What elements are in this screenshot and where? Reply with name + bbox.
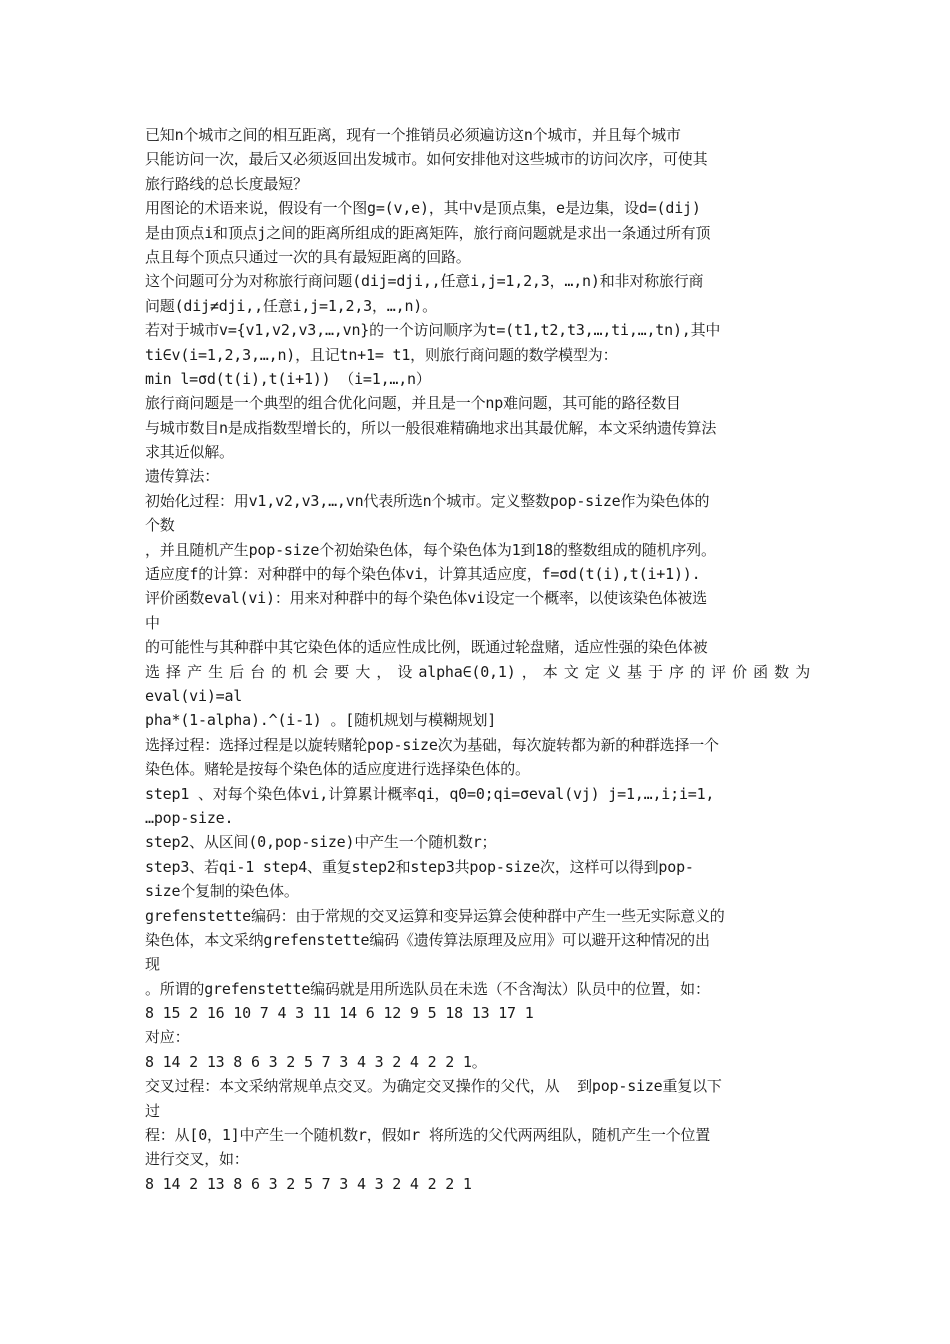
text-line: 已知n个城市之间的相互距离，现有一个推销员必须遍访这n个城市，并且每个城市	[145, 126, 681, 144]
text-line: 问题(dij≠dji,,任意i,j=1,2,3，…,n)。	[145, 296, 437, 315]
text-line: 程：从[0，1]中产生一个随机数r，假如r 将所选的父代两两组队，随机产生一个位置	[145, 1126, 711, 1145]
text-line: 是由顶点i和顶点j之间的距离所组成的距离矩阵，旅行商问题就是求出一条通过所有顶	[145, 223, 711, 242]
text-line: ti∈v(i=1,2,3,…,n)，且记tn+1= t1，则旅行商问题的数学模型为：	[145, 345, 618, 364]
sequence-line: 8 14 2 13 8 6 3 2 5 7 3 4 3 2 4 2 2 1	[145, 1174, 472, 1193]
sequence-line: 8 14 2 13 8 6 3 2 5 7 3 4 3 2 4 2 2 1。	[145, 1052, 487, 1071]
text-line: 这个问题可分为对称旅行商问题(dij=dji,,任意i,j=1,2,3，…,n)和非对称旅行商	[145, 272, 704, 291]
step-line: step3、若qi-1 step4、重复step2和step3共pop-size次，这样可以得到pop-	[145, 857, 694, 876]
document-body	[145, 123, 810, 1196]
formula-line: min l=σd(t(i),t(i+1)) （i=1,…,n）	[145, 369, 431, 388]
text-line: 选择产生后台的机会要大，设alpha∈(0,1)，本文定义基于序的评价函数为	[145, 662, 810, 681]
text-line: 染色体。赌轮是按每个染色体的适应度进行选择染色体的。	[145, 760, 530, 779]
text-line: 过	[145, 1101, 160, 1120]
step-line: …pop-size.	[145, 808, 234, 827]
text-line: 点且每个顶点只通过一次的具有最短距离的回路。	[145, 247, 471, 266]
text-line: 旅行商问题是一个典型的组合优化问题，并且是一个np难问题，其可能的路径数目	[145, 394, 681, 413]
text-line: 交叉过程：本文采纳常规单点交叉。为确定交叉操作的父代，从 到pop-size重复以下	[145, 1077, 722, 1096]
text-line: 评价函数eval(vi)：用来对种群中的每个染色体vi设定一个概率，以使该染色体被选	[145, 589, 707, 608]
sequence-line: 8 15 2 16 10 7 4 3 11 14 6 12 9 5 18 13 17 1	[145, 1004, 534, 1023]
text-line: 中	[145, 613, 160, 632]
text-line: 若对于城市v={v1,v2,v3,…,vn}的一个访问顺序为t=(t1,t2,t3,…,ti,…,tn),其中	[145, 321, 721, 340]
step-line: step2、从区间(0,pop-size)中产生一个随机数r；	[145, 833, 497, 852]
text-line: grefenstette编码：由于常规的交叉运算和变异运算会使种群中产生一些无实际意义的	[145, 906, 725, 925]
text-line: 适应度f的计算：对种群中的每个染色体vi，计算其适应度，f=σd(t(i),t(i+1)).	[145, 565, 701, 584]
text-line: 求其近似解。	[145, 443, 234, 462]
text-line: 染色体，本文采纳grefenstette编码《遗传算法原理及应用》可以避开这种情况的出	[145, 930, 710, 949]
text-line: 的可能性与其种群中其它染色体的适应性成比例，既通过轮盘赌，适应性强的染色体被	[145, 638, 708, 657]
text-line: 选择过程：选择过程是以旋转赌轮pop-size次为基础，每次旋转都为新的种群选择一个	[145, 735, 719, 754]
text-line: 。所谓的grefenstette编码就是用所选队员在未选（不含淘汰）队员中的位置，如：	[145, 979, 710, 998]
text-line: 现	[145, 955, 160, 974]
text-line: 初始化过程：用v1,v2,v3,…,vn代表所选n个城市。定义整数pop-size作为染色体的	[145, 491, 710, 510]
text-line: 对应：	[145, 1028, 190, 1047]
text-line: pha*(1-alpha).^(i-1) 。[随机规划与模糊规划]	[145, 711, 497, 730]
text-line: 个数	[145, 516, 175, 535]
text-line: 只能访问一次，最后又必须返回出发城市。如何安排他对这些城市的访问次序，可使其	[145, 150, 708, 169]
text-line: eval(vi)=al	[145, 686, 243, 705]
text-line: ，并且随机产生pop-size个初始染色体，每个染色体为1到18的整数组成的随机序列。	[145, 540, 716, 559]
step-line: size个复制的染色体。	[145, 882, 299, 901]
text-line: 进行交叉，如：	[145, 1150, 249, 1169]
text-line: 与城市数目n是成指数型增长的，所以一般很难精确地求出其最优解，本文采纳遗传算法	[145, 418, 717, 437]
text-line: 旅行路线的总长度最短？	[145, 174, 308, 193]
step-line: step1 、对每个染色体vi,计算累计概率qi，q0=0;qi=σeval(vj) j=1,…,i;i=1,	[145, 784, 715, 803]
section-heading: 遗传算法：	[145, 467, 220, 486]
text-line: 用图论的术语来说，假设有一个图g=(v,e)，其中v是顶点集，e是边集，设d=(dij)	[145, 199, 701, 218]
